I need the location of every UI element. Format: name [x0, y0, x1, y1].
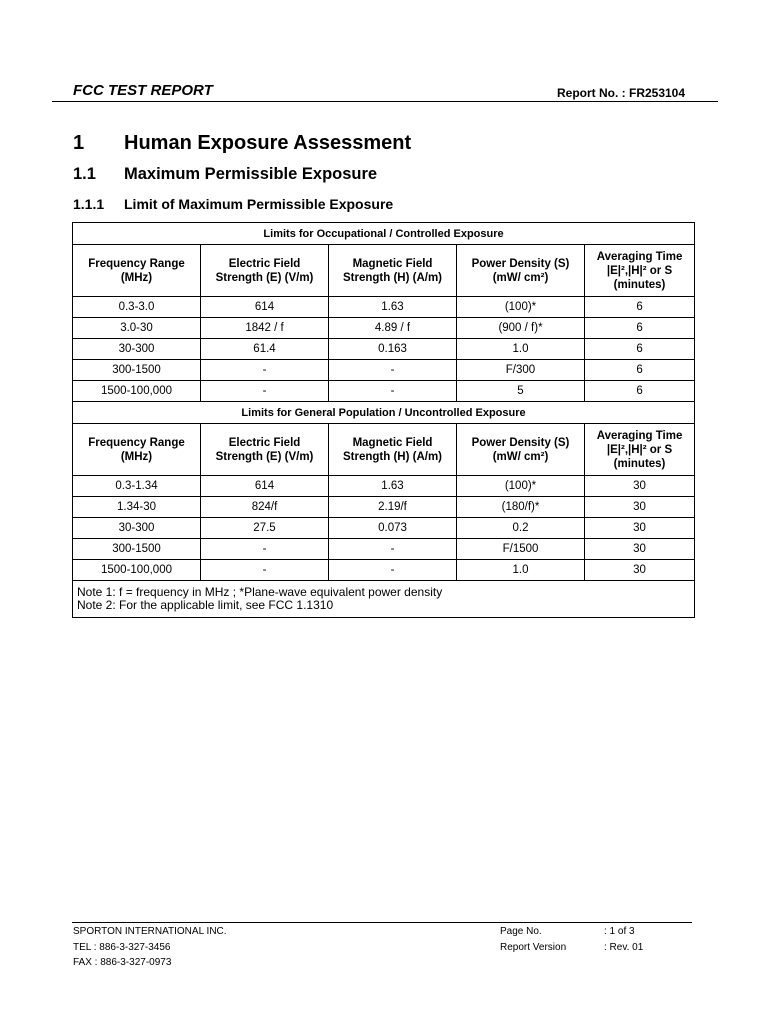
cell: 30 — [585, 497, 695, 518]
col-electric-field: Electric Field Strength (E) (V/m) — [201, 424, 329, 476]
cell: 824/f — [201, 497, 329, 518]
occupational-section-header — [73, 223, 695, 245]
general-section-header — [73, 402, 695, 424]
cell: 6 — [585, 360, 695, 381]
cell: 5 — [457, 381, 585, 402]
cell: 1500-100,000 — [73, 381, 201, 402]
section-title: Human Exposure Assessment — [124, 132, 412, 154]
section-number: 1.1.1 — [73, 196, 105, 212]
cell: F/1500 — [457, 539, 585, 560]
cell: 1.0 — [457, 339, 585, 360]
mpe-limits-table — [72, 222, 695, 618]
footer-version-label: Report Version — [500, 942, 567, 953]
cell: 300-1500 — [73, 360, 201, 381]
cell: 1.0 — [457, 560, 585, 581]
cell: 614 — [201, 476, 329, 497]
cell: - — [329, 560, 457, 581]
cell: 30-300 — [73, 339, 201, 360]
table-row — [73, 318, 695, 339]
cell: 30-300 — [73, 518, 201, 539]
cell: - — [201, 381, 329, 402]
cell: 1.63 — [329, 297, 457, 318]
cell: 30 — [585, 539, 695, 560]
cell: 1500-100,000 — [73, 560, 201, 581]
table-row — [73, 560, 695, 581]
cell: 30 — [585, 560, 695, 581]
cell: 0.073 — [329, 518, 457, 539]
table-notes-row — [73, 581, 695, 618]
cell: 0.3-1.34 — [73, 476, 201, 497]
cell: 6 — [585, 297, 695, 318]
section-heading-1-1 — [73, 165, 377, 184]
footer-divider — [72, 922, 692, 923]
cell: 6 — [585, 381, 695, 402]
footer-page-label: Page No. — [500, 926, 542, 937]
cell: 61.4 — [201, 339, 329, 360]
cell: 30 — [585, 476, 695, 497]
table-row — [73, 297, 695, 318]
cell: 1842 / f — [201, 318, 329, 339]
table-row — [73, 497, 695, 518]
cell: 0.2 — [457, 518, 585, 539]
cell: F/300 — [457, 360, 585, 381]
cell: (180/f)* — [457, 497, 585, 518]
col-power-density: Power Density (S) (mW/ cm²) — [457, 424, 585, 476]
cell: (100)* — [457, 476, 585, 497]
section-title: Maximum Permissible Exposure — [124, 165, 378, 183]
table-row — [73, 539, 695, 560]
general-title: Limits for General Population / Uncontrolled Exposure — [73, 402, 695, 424]
note-2: Note 2: For the applicable limit, see FCC 1.1310 — [77, 598, 334, 612]
report-header-title: FCC TEST REPORT — [73, 82, 213, 99]
cell: 2.19/f — [329, 497, 457, 518]
table-row — [73, 360, 695, 381]
col-magnetic-field: Magnetic Field Strength (H) (A/m) — [329, 245, 457, 297]
note-1: Note 1: f = frequency in MHz ; *Plane-wave equivalent power density — [77, 585, 443, 599]
footer-version-value: : Rev. 01 — [604, 942, 644, 953]
cell: 1.63 — [329, 476, 457, 497]
section-number: 1.1 — [73, 165, 96, 183]
cell: 0.3-3.0 — [73, 297, 201, 318]
header-divider — [52, 101, 718, 102]
footer-fax: FAX : 886-3-327-0973 — [73, 957, 172, 968]
col-electric-field: Electric Field Strength (E) (V/m) — [201, 245, 329, 297]
footer-page-value: : 1 of 3 — [604, 926, 635, 937]
section-title: Limit of Maximum Permissible Exposure — [124, 196, 394, 212]
section-heading-1-1-1 — [73, 196, 393, 212]
cell: - — [329, 360, 457, 381]
cell: - — [329, 539, 457, 560]
table-row — [73, 381, 695, 402]
footer-company: SPORTON INTERNATIONAL INC. — [73, 926, 227, 937]
cell: 1.34-30 — [73, 497, 201, 518]
cell: 6 — [585, 318, 695, 339]
cell: 30 — [585, 518, 695, 539]
table-row — [73, 339, 695, 360]
footer-tel: TEL : 886-3-327-3456 — [73, 942, 171, 953]
col-averaging-time: Averaging Time |E|²,|H|² or S (minutes) — [585, 424, 695, 476]
col-averaging-time: Averaging Time |E|²,|H|² or S (minutes) — [585, 245, 695, 297]
occupational-title: Limits for Occupational / Controlled Exposure — [73, 223, 695, 245]
table-notes — [73, 581, 695, 618]
column-header-row — [73, 424, 695, 476]
cell: - — [201, 539, 329, 560]
cell: 0.163 — [329, 339, 457, 360]
cell: - — [329, 381, 457, 402]
table-row — [73, 518, 695, 539]
section-heading-1 — [73, 132, 411, 155]
cell: - — [201, 360, 329, 381]
cell: (900 / f)* — [457, 318, 585, 339]
cell: - — [201, 560, 329, 581]
report-number: Report No. : FR253104 — [557, 86, 686, 100]
cell: (100)* — [457, 297, 585, 318]
column-header-row — [73, 245, 695, 297]
col-frequency-range: Frequency Range (MHz) — [73, 424, 201, 476]
cell: 614 — [201, 297, 329, 318]
section-number: 1 — [73, 132, 85, 154]
cell: 6 — [585, 339, 695, 360]
col-power-density: Power Density (S) (mW/ cm²) — [457, 245, 585, 297]
cell: 4.89 / f — [329, 318, 457, 339]
cell: 3.0-30 — [73, 318, 201, 339]
cell: 300-1500 — [73, 539, 201, 560]
table-row — [73, 476, 695, 497]
col-magnetic-field: Magnetic Field Strength (H) (A/m) — [329, 424, 457, 476]
col-frequency-range: Frequency Range (MHz) — [73, 245, 201, 297]
cell: 27.5 — [201, 518, 329, 539]
